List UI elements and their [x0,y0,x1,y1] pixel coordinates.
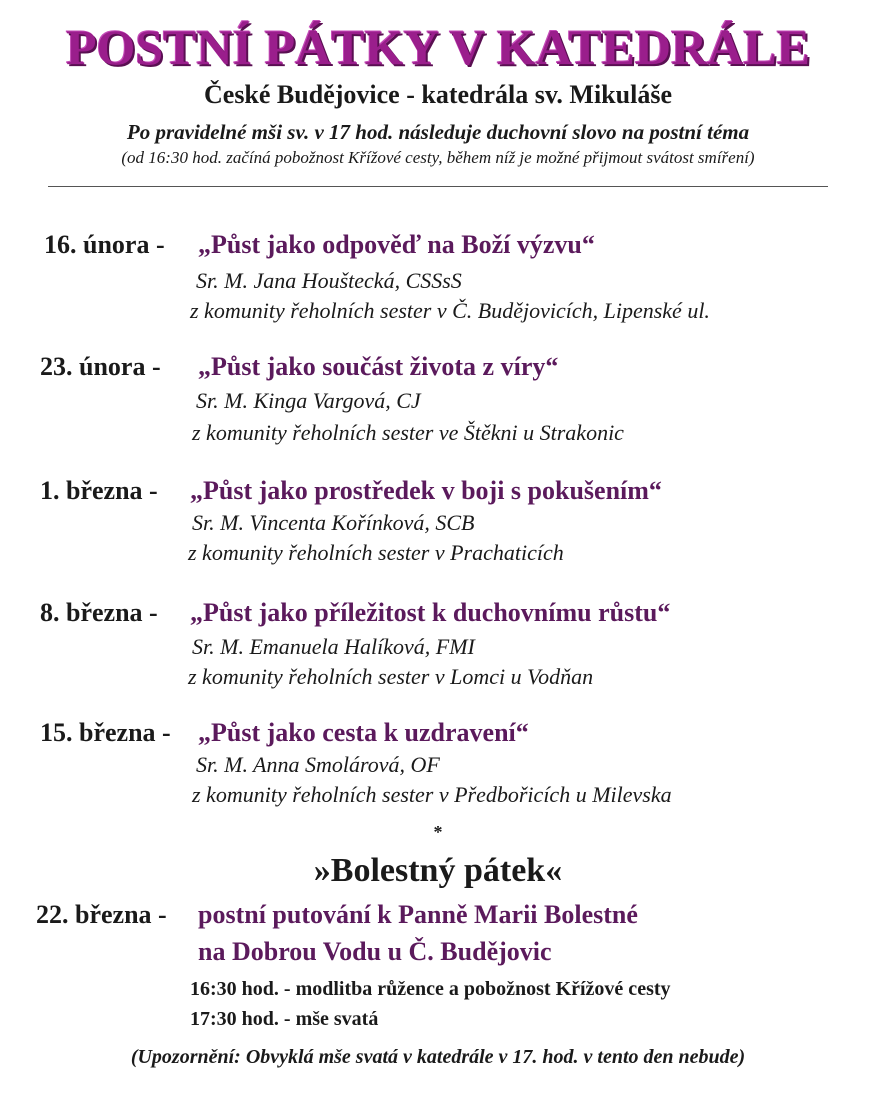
entry-community: z komunity řeholních sester v Č. Budějovicích, Lipenské ul. [190,298,710,323]
entry-topic: „Půst jako součást života z víry“ [198,352,559,381]
entry-date: 8. března - [40,598,158,627]
entry-speaker: Sr. M. Vincenta Kořínková, SCB [192,510,475,535]
entry-community: z komunity řeholních sester v Prachaticích [188,540,564,565]
entry-topic: „Půst jako příležitost k duchovnímu růstu“ [190,598,671,627]
good-friday-heading: »Bolestný pátek« [313,852,563,889]
schedule-item: 17:30 hod. - mše svatá [190,1008,379,1030]
good-friday-date: 22. března - [36,900,167,929]
entry-community: z komunity řeholních sester v Lomci u Vodňan [188,664,594,689]
entry-speaker: Sr. M. Jana Houštecká, CSSsS [196,268,462,293]
entry-date: 23. února - [40,352,161,381]
good-friday-topic-line1: postní putování k Panně Marii Bolestné [198,900,638,929]
divider-line [48,186,828,187]
poster-title: POSTNÍ PÁTKY V KATEDRÁLE [65,19,811,75]
warning-note: (Upozornění: Obvyklá mše svatá v katedrále v 17. hod. v tento den nebude) [130,1046,746,1068]
entry-date: 16. února - [44,230,165,259]
section-separator: * [433,822,443,842]
entry-speaker: Sr. M. Anna Smolárová, OF [196,752,440,777]
poster-subtitle: České Budějovice - katedrála sv. Mikuláše [204,80,672,109]
entry-community: z komunity řeholních sester v Předbořicích u Milevska [192,782,672,807]
good-friday-topic-line2: na Dobrou Vodu u Č. Budějovic [198,937,552,966]
entry-date: 1. března - [40,476,158,505]
entry-community: z komunity řeholních sester ve Štěkni u Strakonic [192,420,624,445]
entry-topic: „Půst jako cesta k uzdravení“ [198,718,529,747]
entry-speaker: Sr. M. Emanuela Halíková, FMI [192,634,475,659]
entry-topic: „Půst jako odpověď na Boží výzvu“ [198,230,595,259]
entry-topic: „Půst jako prostředek v boji s pokušením“ [190,476,662,505]
intro-note: (od 16:30 hod. začíná pobožnost Křížové cesty, během níž je možné přijmout svátost smíření) [121,148,755,167]
entry-date: 15. března - [40,718,171,747]
intro-text: Po pravidelné mši sv. v 17 hod. následuje duchovní slovo na postní téma [126,120,750,144]
schedule-item: 16:30 hod. - modlitba růžence a pobožnost Křížové cesty [190,978,671,1000]
entry-speaker: Sr. M. Kinga Vargová, CJ [196,388,421,413]
